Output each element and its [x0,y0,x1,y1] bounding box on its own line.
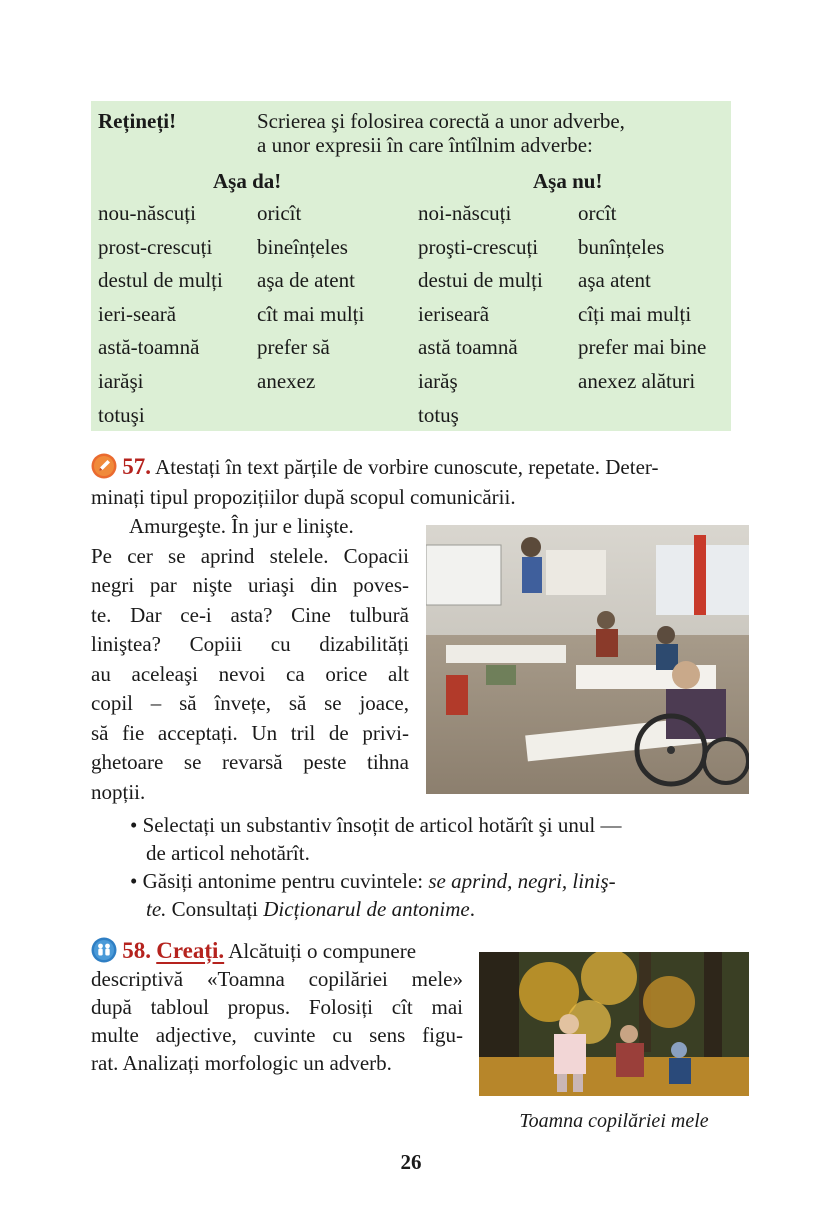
text-line: descriptivă «Toamna copilăriei mele» [91,967,463,991]
table-cell: anexez alături [578,369,696,393]
group-icon [91,937,117,963]
table-cell: anexez [257,369,316,393]
table-cell: cît mai mulți [257,301,365,326]
box-title: Rețineți! [98,109,177,133]
exercise-57-line2: minați tipul propozițiilor după scopul comunicării. [91,485,516,509]
table-cell: destul de mulți [98,268,223,293]
autumn-photo [479,952,749,1096]
table-cell: bineînțeles [257,234,348,259]
table-cell: ieri-seară [98,301,177,326]
text-line: copil – să învețe, să se joace, [91,691,409,715]
exercise-58 [91,937,463,1077]
table-cell: noi-născuți [418,201,512,225]
exercise-57-tasks [130,811,740,923]
task-2-line2 [130,895,740,923]
task-2-period: . [469,897,475,921]
text-line: multe adjective, cuvinte cu sens figu- [91,1023,463,1047]
photo-caption: Toamna copilăriei mele [519,1110,709,1132]
exercise-57-line1: Atestați în text părțile de vorbire cunoscute, repetate. Deter- [155,455,659,479]
task-2-consult: Consultați [166,897,264,921]
text-line: Pe cer se aprind stelele. Copacii [91,543,409,568]
text-line: Amurgeşte. În jur e linişte. [129,514,354,538]
text-line: să fie acceptați. Un tril de privi- [91,720,409,745]
task-2-line1 [130,867,740,895]
text-line: te. Dar ce-i asta? Cine tulbură [91,602,409,627]
table-cell: totuşi [98,402,145,427]
exercise-58-number: 58. [122,938,151,963]
table-cell: astă toamnă [418,335,518,360]
text-line: negri par nişte uriaşi din poves- [91,573,409,597]
task-2-word-end: te. [146,897,167,921]
column-heading-no: Aşa nu! [533,169,603,193]
text-line: nopții. [91,779,146,804]
table-cell: totuş [418,402,459,427]
dictionary-title: Dicționarul de antonime [263,897,470,921]
table-cell: orcît [578,201,617,225]
task-1-line1: • Selectați un substantiv însoțit de articol hotărît şi unul — [130,813,622,837]
table-cell: oricît [257,201,302,225]
table-cell: iarăşi [98,369,144,393]
classroom-photo [426,525,749,794]
page-number: 26 [400,1150,422,1174]
box-intro-line1: Scrierea şi folosirea corectă a unor adverbe, [257,109,625,133]
table-cell: nou-născuți [98,201,196,225]
text-line: au aceleaşi nevoi ca orice alt [91,661,409,686]
table-cell: cîți mai mulți [578,301,692,326]
exercise-58-keyword: Creați. [156,938,225,963]
exercise-57-text [91,512,409,807]
table-cell: proşti-crescuți [418,234,539,259]
exercise-57-instruction [91,452,736,512]
table-cell: ierisearã [418,301,490,326]
text-line: după tabloul propus. Folosiți cît mai [91,995,463,1019]
table-cell: bunînțeles [578,234,665,259]
table-cell: aşa de atent [257,268,355,293]
table-cell: destui de mulți [418,268,543,293]
table-cell: iarăş [418,369,458,393]
info-box [91,101,731,431]
text-line: ghetoare se revarsă peste tihna [91,750,409,774]
text-line: rat. Analizați morfologic un adverb. [91,1051,392,1075]
task-2-words: se aprind, negri, liniş- [428,869,616,893]
box-intro-line2: a unor expresii în care întîlnim adverbe: [257,133,593,157]
exercise-57-number: 57. [122,454,151,479]
column-heading-yes: Aşa da! [213,169,282,193]
table-cell: prost-crescuți [98,234,213,259]
text-line: liniştea? Copiii cu dizabilități [91,632,409,656]
table-cell: astă-toamnă [98,335,200,360]
task-1-line2: de articol nehotărît. [146,841,310,865]
task-2-prefix: • Găsiți antonime pentru cuvintele: [130,869,429,893]
table-cell: aşa atent [578,268,651,293]
table-cell: prefer să [257,335,330,360]
pencil-icon [91,453,117,479]
exercise-58-line1: Alcătuiți o compunere [228,939,417,963]
table-cell: prefer mai bine [578,335,707,360]
